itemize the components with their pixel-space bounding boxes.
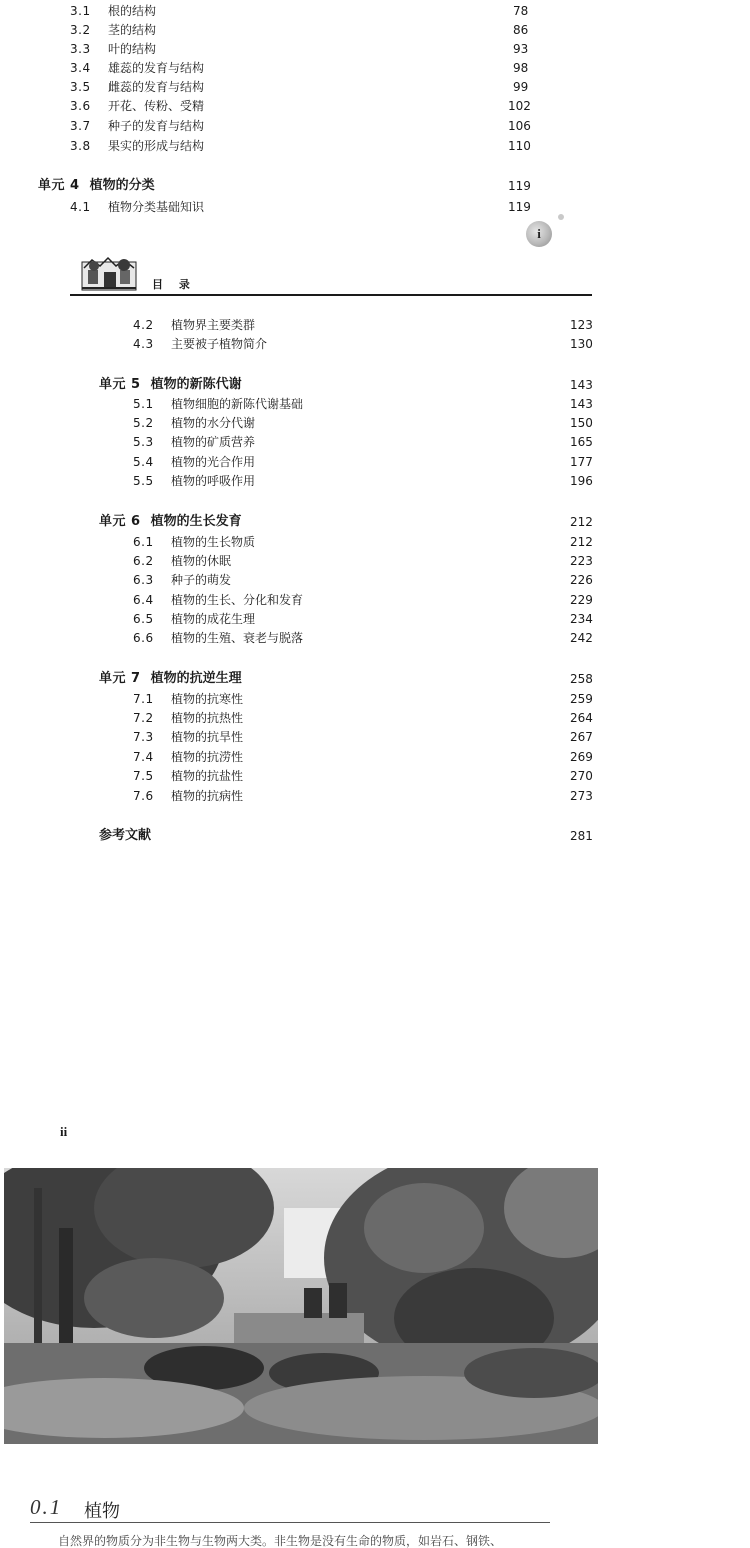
toc-page-6-1: 212 (570, 535, 593, 549)
intro-paragraph: 自然界的物质分为非生物与生物两大类。非生物是没有生命的物质，如岩石、钢铁、 (58, 1534, 503, 1548)
toc-page-6-5: 234 (570, 612, 593, 626)
toc-page-3-4: 98 (513, 61, 529, 75)
page-number-badge: i (526, 221, 552, 247)
toc-page-5-4: 177 (570, 455, 593, 469)
toc-page-5-2: 150 (570, 416, 593, 430)
toc-page-7-4: 269 (570, 750, 593, 764)
toc-entry-5-5[interactable]: 5.5 植物的呼吸作用 (133, 474, 256, 488)
toc-page-3-6: 102 (508, 99, 531, 113)
toc-entry-6-4[interactable]: 6.4 植物的生长、分化和发育 (133, 593, 304, 607)
toc-page-3-1: 78 (513, 4, 529, 18)
toc-entry-6-6[interactable]: 6.6 植物的生殖、衰老与脱落 (133, 631, 304, 645)
section-title: 植物 (84, 1501, 120, 1522)
toc-entry-5-4[interactable]: 5.4 植物的光合作用 (133, 455, 256, 469)
toc-page-6-3: 226 (570, 573, 593, 587)
toc-unit-7[interactable]: 单元 7 植物的抗逆生理 (99, 671, 242, 686)
toc-entry-7-4[interactable]: 7.4 植物的抗涝性 (133, 750, 244, 764)
toc-entry-3-7[interactable]: 3.7 种子的发育与结构 (70, 119, 205, 133)
toc-entry-4-2[interactable]: 4.2 植物界主要类群 (133, 318, 256, 332)
toc-page-7-3: 267 (570, 730, 593, 744)
toc-entry-6-3[interactable]: 6.3 种子的萌发 (133, 573, 232, 587)
toc-entry-3-4[interactable]: 3.4 雄蕊的发育与结构 (70, 61, 205, 75)
toc-page-3-3: 93 (513, 42, 529, 56)
toc-entry-5-2[interactable]: 5.2 植物的水分代谢 (133, 416, 256, 430)
toc-page-5-5: 196 (570, 474, 593, 488)
toc-page-unit-7: 258 (570, 672, 593, 686)
toc-page-3-5: 99 (513, 80, 529, 94)
toc-entry-3-8[interactable]: 3.8 果实的形成与结构 (70, 139, 205, 153)
badge-dot (558, 214, 564, 220)
toc-page-4-2: 123 (570, 318, 593, 332)
toc-page-4-3: 130 (570, 337, 593, 351)
toc-entry-4-1[interactable]: 4.1 植物分类基础知识 (70, 200, 205, 214)
section-number: 0.1 (30, 1495, 63, 1519)
toc-page-6-2: 223 (570, 554, 593, 568)
toc-page-unit-4: 119 (508, 179, 531, 193)
toc-page-6-4: 229 (570, 593, 593, 607)
toc-entry-7-5[interactable]: 7.5 植物的抗盐性 (133, 769, 244, 783)
toc-entry-3-3[interactable]: 3.3 叶的结构 (70, 42, 157, 56)
toc-entry-7-1[interactable]: 7.1 植物的抗寒性 (133, 692, 244, 706)
header-rule (70, 294, 592, 296)
toc-page-4-1: 119 (508, 200, 531, 214)
toc-page-5-1: 143 (570, 397, 593, 411)
toc-entry-7-3[interactable]: 7.3 植物的抗旱性 (133, 730, 244, 744)
toc-entry-3-5[interactable]: 3.5 雌蕊的发育与结构 (70, 80, 205, 94)
toc-entry-3-2[interactable]: 3.2 茎的结构 (70, 23, 157, 37)
toc-unit-5[interactable]: 单元 5 植物的新陈代谢 (99, 377, 242, 392)
toc-entry-3-1[interactable]: 3.1 根的结构 (70, 4, 157, 18)
section-rule (30, 1522, 550, 1523)
toc-page-7-1: 259 (570, 692, 593, 706)
toc-unit-4[interactable]: 单元 4 植物的分类 (38, 178, 155, 193)
header-ornament-icon (80, 254, 138, 292)
toc-entry-7-2[interactable]: 7.2 植物的抗热性 (133, 711, 244, 725)
toc-references[interactable]: 参考文献 (99, 828, 152, 843)
toc-page-7-5: 270 (570, 769, 593, 783)
garden-photo (4, 1168, 598, 1444)
toc-entry-7-6[interactable]: 7.6 植物的抗病性 (133, 789, 244, 803)
toc-entry-5-3[interactable]: 5.3 植物的矿质营养 (133, 435, 256, 449)
header-label: 目 录 (152, 278, 196, 291)
toc-page-3-8: 110 (508, 139, 531, 153)
toc-page-references: 281 (570, 829, 593, 843)
footer-page-number: ii (60, 1124, 68, 1139)
toc-page-7-6: 273 (570, 789, 593, 803)
toc-page-7-2: 264 (570, 711, 593, 725)
toc-page-unit-5: 143 (570, 378, 593, 392)
toc-entry-6-5[interactable]: 6.5 植物的成花生理 (133, 612, 256, 626)
toc-entry-6-2[interactable]: 6.2 植物的休眠 (133, 554, 232, 568)
toc-entry-6-1[interactable]: 6.1 植物的生长物质 (133, 535, 256, 549)
toc-page-3-7: 106 (508, 119, 531, 133)
toc-page-unit-6: 212 (570, 515, 593, 529)
toc-page-3-2: 86 (513, 23, 529, 37)
toc-entry-3-6[interactable]: 3.6 开花、传粉、受精 (70, 99, 205, 113)
toc-entry-4-3[interactable]: 4.3 主要被子植物简介 (133, 337, 268, 351)
toc-page-5-3: 165 (570, 435, 593, 449)
toc-entry-5-1[interactable]: 5.1 植物细胞的新陈代谢基础 (133, 397, 304, 411)
toc-page-6-6: 242 (570, 631, 593, 645)
toc-unit-6[interactable]: 单元 6 植物的生长发育 (99, 514, 242, 529)
